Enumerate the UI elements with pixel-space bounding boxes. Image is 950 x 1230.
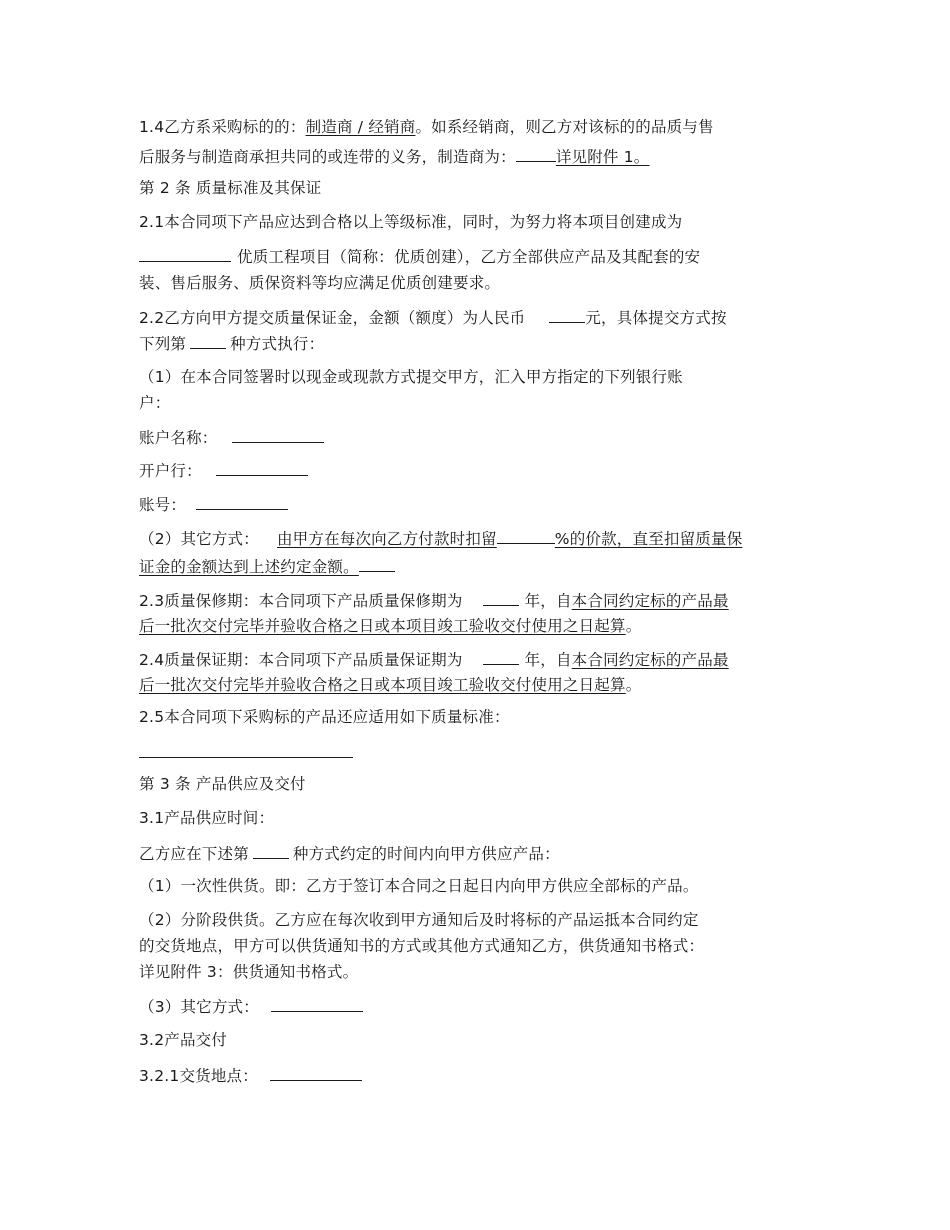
clause-2-5: 2.5本合同项下采购标的产品还应适用如下质量标准： — [139, 708, 510, 726]
clause-text: 后一批次交付完毕并验收合格之日或本项目竣工验收交付使用之日起算 — [139, 676, 626, 694]
clause-2-4-line-2 — [139, 675, 641, 695]
period: 。 — [625, 617, 642, 635]
clause-3-2-1 — [139, 1064, 362, 1086]
clause-text: 乙方应在下述第 — [139, 845, 249, 863]
clause-2-2-line-1 — [139, 306, 727, 328]
bank-blank[interactable] — [216, 459, 308, 476]
supply-option-2-line-3: 详见附件 3：供货通知书格式。 — [139, 963, 359, 981]
clause-text: 年，自 — [524, 651, 572, 669]
method-number-blank[interactable] — [190, 332, 226, 349]
clause-2-4-line-1 — [139, 648, 729, 670]
account-no-blank[interactable] — [196, 493, 288, 510]
clause-text: 本合同约定标的产品最 — [571, 651, 729, 669]
article-2-heading: 第 2 条 质量标准及其保证 — [139, 179, 322, 197]
clause-2-3-line-1 — [139, 589, 729, 611]
clause-text: （3）其它方式： — [139, 998, 259, 1016]
clause-text: 种方式执行： — [230, 335, 325, 353]
guarantee-years-blank[interactable] — [483, 648, 519, 665]
period: 。 — [625, 676, 642, 694]
clause-text: 本合同约定标的产品最 — [571, 592, 729, 610]
clause-2-1-line-2 — [139, 245, 700, 267]
option-2-line-1 — [139, 527, 742, 549]
clause-1-4-line-1 — [139, 117, 714, 137]
amount-blank[interactable] — [549, 306, 585, 323]
article-3-heading: 第 3 条 产品供应及交付 — [139, 775, 306, 793]
manufacturer-dealer-option: 制造商 / 经销商 — [305, 118, 416, 136]
account-no-row — [139, 493, 288, 515]
blank-field[interactable] — [139, 245, 231, 262]
other-method-text: 证金的金额达到上述约定金额。 — [139, 558, 359, 576]
bank-row — [139, 459, 308, 481]
clause-text: 2.3质量保修期：本合同项下产品质量保修期为 — [139, 592, 463, 610]
account-name-label: 账户名称： — [139, 429, 218, 447]
clause-2-1-line-1: 2.1本合同项下产品应达到合格以上等级标准，同时，为努力将本项目创建成为 — [139, 213, 683, 231]
clause-3-1-line — [139, 842, 560, 864]
other-method-text: 由甲方在每次向乙方付款时扣留 — [276, 530, 497, 548]
clause-2-1-line-3: 装、售后服务、质保资料等均应满足优质创建要求。 — [139, 274, 501, 292]
clause-text: 。如系经销商，则乙方对该标的的品质与售 — [415, 118, 714, 136]
percent-blank[interactable] — [497, 527, 555, 544]
option-1-line-1: （1）在本合同签署时以现金或现款方式提交甲方，汇入甲方指定的下列银行账 — [139, 368, 683, 386]
clause-text: 种方式约定的时间内向甲方供应产品： — [292, 845, 560, 863]
warranty-years-blank[interactable] — [483, 589, 519, 606]
quality-standard-blank[interactable] — [139, 757, 353, 758]
supply-option-2-line-2: 的交货地点，甲方可以供货通知书的方式或其他方式通知乙方，供货通知书格式： — [139, 937, 705, 955]
clause-text: 优质工程项目（简称：优质创建），乙方全部供应产品及其配套的安 — [237, 248, 701, 266]
other-method-text: %的价款，直至扣留质量保 — [554, 530, 743, 548]
clause-3-2: 3.2产品交付 — [139, 1031, 228, 1049]
clause-2-2-line-2 — [139, 332, 324, 354]
account-no-label: 账号： — [139, 496, 187, 514]
blank-field[interactable] — [516, 145, 556, 162]
clause-2-3-line-2 — [139, 616, 641, 636]
other-method-blank[interactable] — [271, 995, 363, 1012]
account-name-blank[interactable] — [232, 426, 324, 443]
clause-text: 1.4乙方系采购标的的： — [139, 118, 306, 136]
delivery-location-blank[interactable] — [270, 1064, 362, 1081]
delivery-location-label: 3.2.1交货地点： — [139, 1067, 258, 1085]
account-name-row — [139, 426, 324, 448]
supply-method-blank[interactable] — [253, 842, 289, 859]
clause-1-4-line-2 — [139, 145, 650, 167]
clause-text: 2.2乙方向甲方提交质量保证金，金额（额度）为人民币 — [139, 309, 526, 327]
clause-text: 后一批次交付完毕并验收合格之日或本项目竣工验收交付使用之日起算 — [139, 617, 626, 635]
supply-option-1: （1）一次性供货。即：乙方于签订本合同之日起日内向甲方供应全部标的产品。 — [139, 877, 699, 895]
clause-text: 2.4质量保证期：本合同项下产品质量保证期为 — [139, 651, 463, 669]
clause-text: 元，具体提交方式按 — [585, 309, 727, 327]
clause-text: 后服务与制造商承担共同的或连带的义务，制造商为： — [139, 148, 516, 166]
option-2-line-2 — [139, 555, 395, 577]
clause-text: 年，自 — [524, 592, 572, 610]
attachment-reference: 详见附件 1。 — [555, 148, 650, 166]
clause-text: 下列第 — [139, 335, 187, 353]
clause-3-1: 3.1产品供应时间： — [139, 809, 275, 827]
supply-option-3 — [139, 995, 363, 1017]
bank-label: 开户行： — [139, 462, 202, 480]
clause-text: （2）其它方式： — [139, 530, 259, 548]
option-1-line-2: 户： — [139, 394, 171, 412]
supply-option-2-line-1: （2）分阶段供货。乙方应在每次收到甲方通知后及时将标的产品运抵本合同约定 — [139, 911, 699, 929]
